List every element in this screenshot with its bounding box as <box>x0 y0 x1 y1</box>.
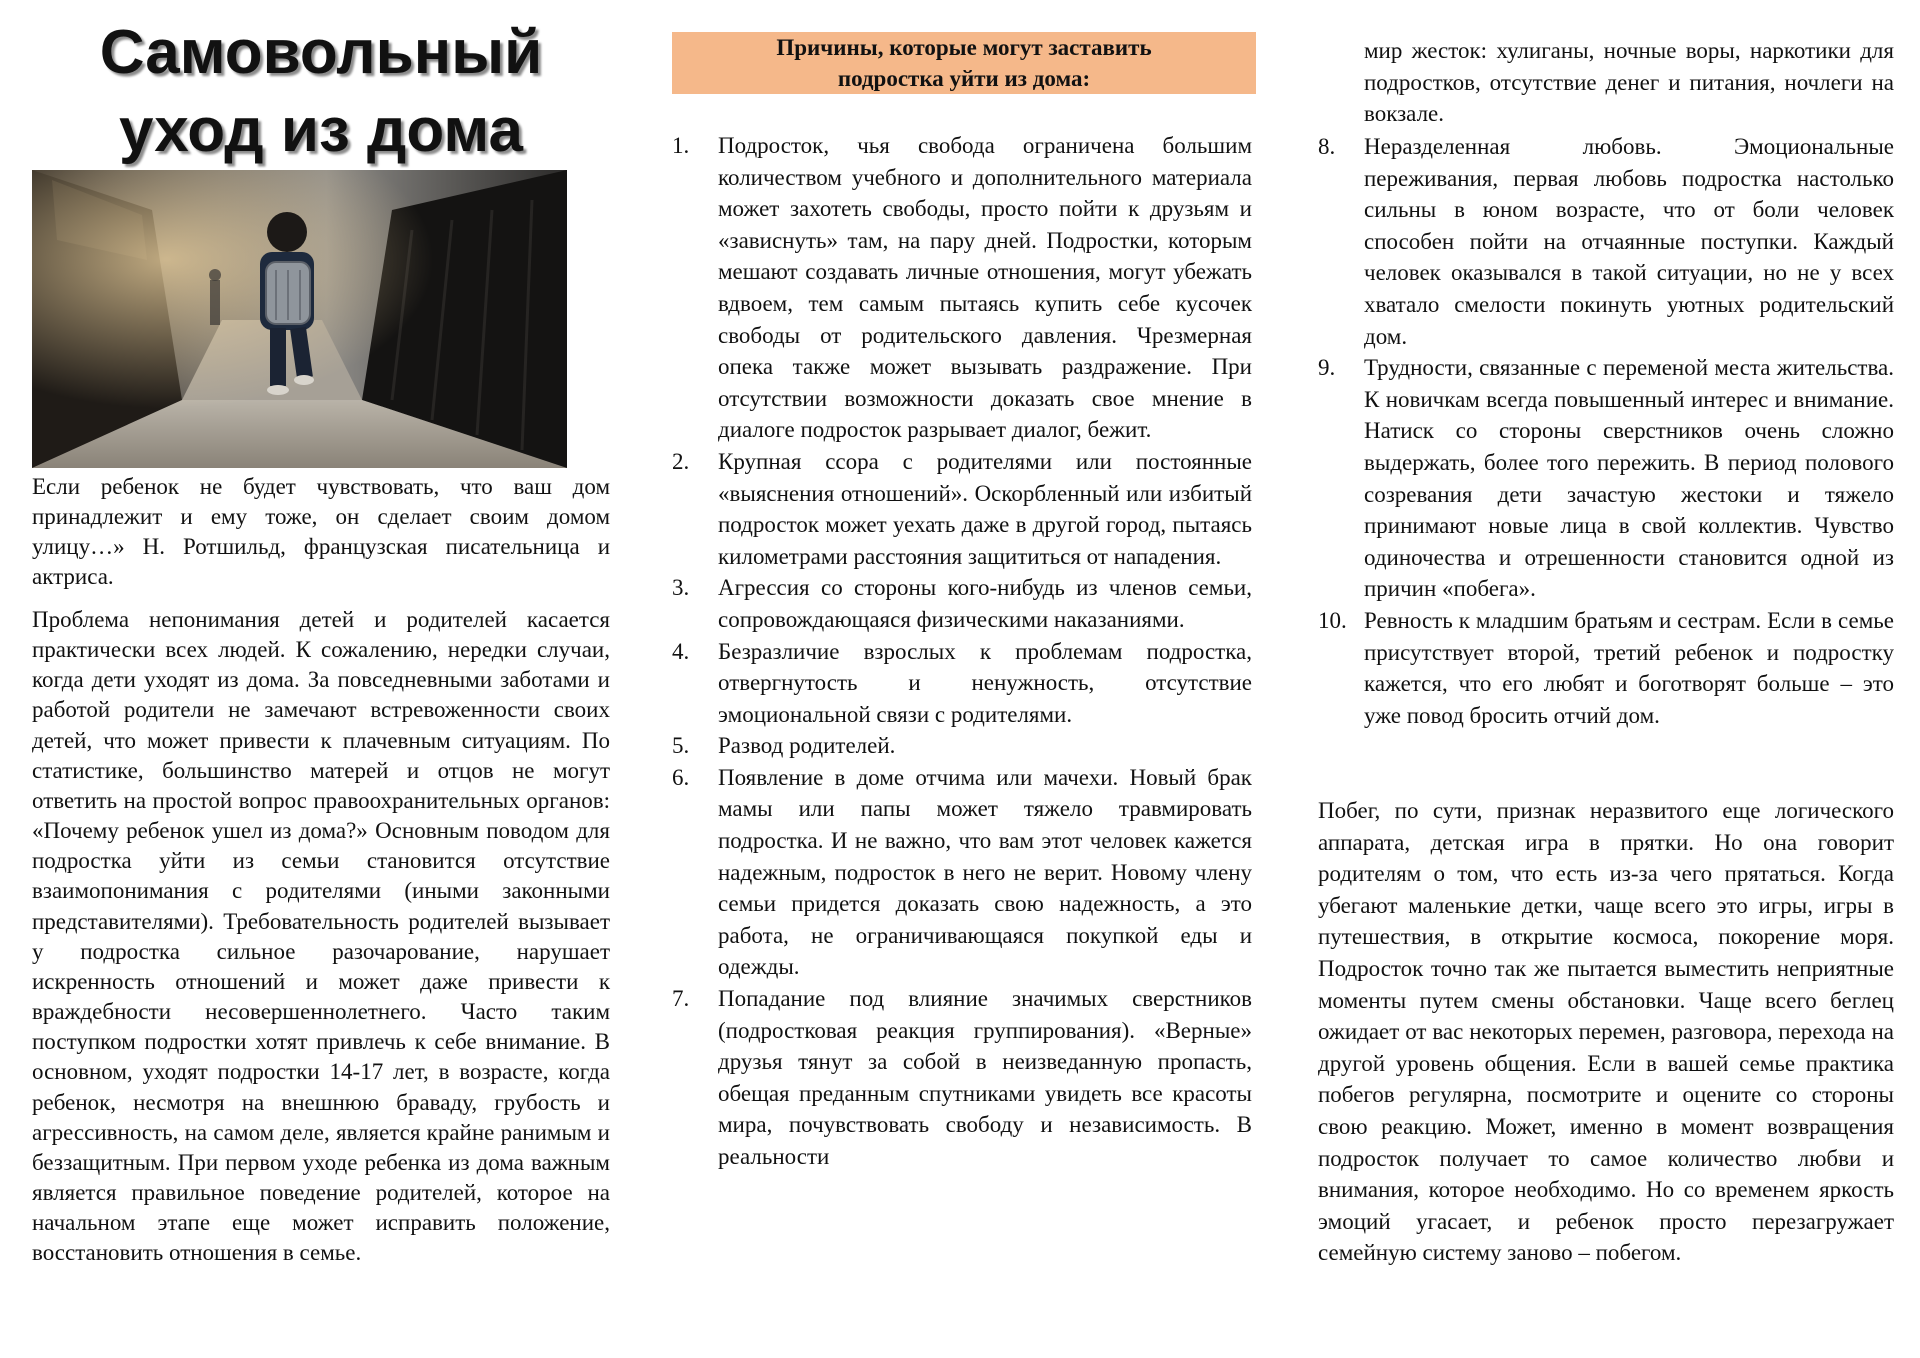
list-item <box>672 636 1252 731</box>
list-item-text: Появление в доме отчима или мачехи. Новый брак мамы или папы может тяжело травмировать подростка. И не важно, что вам этот человек кажется надежным, подросток в него не верит. Новому члену семьи придется доказать свою надежность, а это работа, не ограничивающаяся покупкой еды и одежды. <box>718 764 1252 980</box>
list-item <box>672 130 1252 446</box>
child-walking-photo <box>32 170 567 468</box>
list-item <box>1318 352 1894 605</box>
reasons-list <box>672 130 1252 1173</box>
list-item-number: 10. <box>1318 607 1347 633</box>
list-item-7-continued: мир жесток: хулиганы, ночные воры, наркотики для подростков, отсутствие денег и питания, ночлеги на вокзале. <box>1364 38 1894 127</box>
photo-illustration <box>32 170 567 468</box>
list-item <box>672 446 1252 572</box>
list-item-text: Неразделенная любовь. Эмоциональные переживания, первая любовь подростка настолько сильны в юном возрасте, что от боли человек способен пойти на отчаянные поступки. Каждый человек оказывался в такой ситуации, но не у всех хватало смелости покинуть уютных родительский дом. <box>1364 134 1894 349</box>
list-item-text: Ревность к младшим братьям и сестрам. Если в семье присутствует второй, третий ребенок и подростку кажется, что его любят и боготворят больше – это уже повод бросить отчий дом. <box>1364 607 1894 728</box>
epigraph-quote: Если ребенок не будет чувствовать, что ваш дом принадлежит и ему тоже, он сделает своим домом улицу…» Н. Ротшильд, французская писательница и актриса. <box>32 474 610 589</box>
list-item-number: 1. <box>672 133 690 158</box>
title-line-1: Самовольный <box>99 18 543 87</box>
list-item-number: 7. <box>672 986 690 1012</box>
list-item-text: Безразличие взрослых к проблемам подростка, отвергнутость и ненужность, отсутствие эмоциональной связи с родителями. <box>718 638 1252 727</box>
reasons-heading-line-2: подростка уйти из дома: <box>837 66 1091 91</box>
list-item <box>672 572 1252 635</box>
list-item-text: Подросток, чья свобода ограничена большим количеством учебного и дополнительного материала может захотеть свободы, просто пойти к друзьям и «зависнуть» там, на пару дней. Подростки, которым мешают создавать личные отношения, могут убежать вдвоем, тем самым пытаясь купить себе кусочек свободы от родительского давления. Чрезмерная опека также может вызывать раздражение. При отсутствии возможности доказать свое мнение в диалоге подросток разрывает диалог, бежит. <box>718 133 1252 443</box>
list-item-text: Агрессия со стороны кого-нибудь из членов семьи, сопровождающаяся физическими наказаниями. <box>718 575 1252 632</box>
list-item <box>672 983 1252 1173</box>
list-item-text: Попадание под влияние значимых сверстников (подростковая реакция группирования). «Верные» друзья тянут за собой в неизведанную пропасть, обещая преданным спутниками увидеть все красоты мира, почувствовать свободу и независимость. В реальности <box>718 986 1252 1169</box>
list-item <box>1318 131 1894 352</box>
list-item-number: 3. <box>672 575 690 601</box>
list-item <box>1318 605 1894 731</box>
reasons-list-continued <box>1318 131 1894 731</box>
list-item-number: 9. <box>1318 355 1336 381</box>
list-item-number: 4. <box>672 638 690 664</box>
list-item <box>672 730 1252 762</box>
list-item-number: 6. <box>672 764 690 790</box>
list-item-number: 2. <box>672 448 690 474</box>
list-item <box>672 762 1252 983</box>
list-item-text: Крупная ссора с родителями или постоянные «выяснения отношений». Оскорбленный или избитый подросток может уехать даже в другой город, пытаясь километрами расстояния защититься от нападения. <box>718 448 1252 569</box>
list-item-number: 8. <box>1318 134 1336 159</box>
page-title <box>32 14 610 170</box>
reasons-heading-line-1: Причины, которые могут заставить <box>776 35 1152 60</box>
list-item-text: Трудности, связанные с переменой места жительства. К новичкам всегда повышенный интерес и внимание. Натиск со стороны сверстников очень сложно выдержать, более того пережить. В период полового созревания дети зачастую жестоки и тяжело принимают новые лица в свой коллектив. Чувство одиночества и отрешенности становится одной из причин «побега». <box>1364 355 1894 602</box>
reasons-heading <box>672 32 1256 94</box>
list-item-number: 5. <box>672 733 690 759</box>
list-item-text: Развод родителей. <box>718 733 896 759</box>
title-line-2: уход из дома <box>119 96 523 165</box>
conclusion-paragraph: Побег, по сути, признак неразвитого еще логического аппарата, детская игра в прятки. Но она говорит родителям о том, что есть из-за чего прятаться. Когда убегают маленькие детки, чаще всего это игры, игры в путешествия, в открытие космоса, покорение моря. Подросток точно так же пытается выместить неприятные моменты путем смены обстановки. Чаще всего беглец ожидает от вас некоторых перемен, разговора, перехода на другой уровень общения. Если в вашей семье практика побегов регулярна, посмотрите и оцените со стороны свою реакцию. Может, именно в момент возвращения подросток получает то самое количество любви и внимания, которое необходимо. Но со временем яркость эмоций угасает, и ребенок просто перезагружает семейную систему заново – побегом. <box>1318 798 1894 1266</box>
intro-paragraph: Проблема непонимания детей и родителей касается практически всех людей. К сожалению, нередки случаи, когда дети уходят из дома. За повседневными заботами и работой родители не замечают встревоженности своих детей, что может привести к плачевным ситуациям. По статистике, большинство матерей и отцов не могут ответить на простой вопрос правоохранительных органов: «Почему ребенок ушел из дома?» Основным поводом для подростка уйти из семьи становится отсутствие взаимопонимания с родителями (иными законными представителями). Требовательность родителей вызывает у подростка сильное разочарование, нарушает искренность отношений и может даже привести к враждебности несовершеннолетнего. Часто таким поступком подростки хотят привлечь к себе внимание. В основном, уходят подростки 14-17 лет, в возрасте, когда ребенок, несмотря на внешнюю браваду, грубость и агрессивность, на самом деле, является крайне ранимым и беззащитным. При первом уходе ребенка из дома важным является правильное поведение родителей, которое на начальном этапе еще может исправить положение, восстановить отношения в семье. <box>32 607 610 1266</box>
